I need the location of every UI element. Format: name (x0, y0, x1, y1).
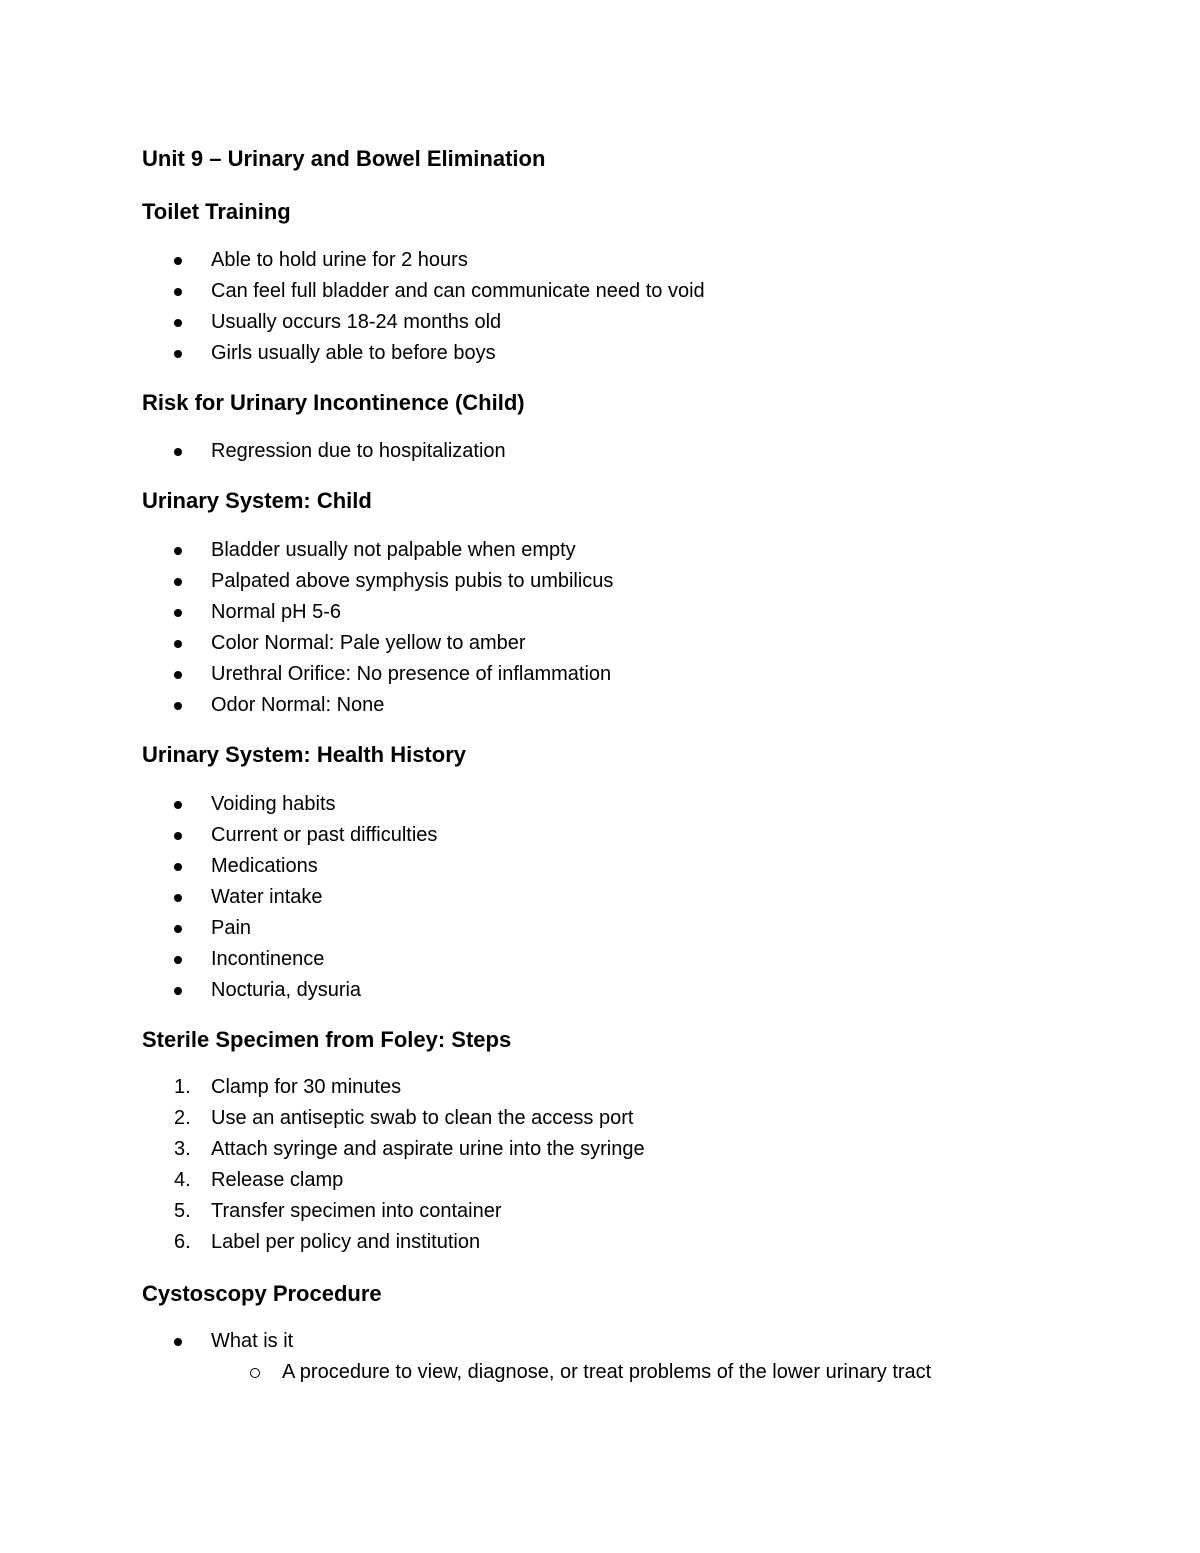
bullet-icon (174, 448, 182, 456)
list-item-text: Urethral Orifice: No presence of inflammation (211, 663, 612, 685)
bullet-icon (174, 640, 182, 648)
list-item-text: Transfer specimen into container (211, 1200, 502, 1222)
bullet-icon (174, 547, 182, 555)
list-item-text: Color Normal: Pale yellow to amber (211, 632, 526, 654)
list-item-text: Label per policy and institution (211, 1231, 481, 1253)
list-item-text: Odor Normal: None (211, 694, 385, 716)
list-item-text: Bladder usually not palpable when empty (211, 539, 576, 561)
hollow-circle-bullet-icon (250, 1368, 260, 1378)
list-item-text: Girls usually able to before boys (211, 342, 496, 364)
list-item-text: Attach syringe and aspirate urine into the syringe (211, 1138, 645, 1160)
section-heading-health-history: Urinary System: Health History (142, 742, 466, 767)
list-item-text: Able to hold urine for 2 hours (211, 249, 468, 271)
list-item-text: Use an antiseptic swab to clean the access port (211, 1107, 634, 1129)
section-heading-urinary-system-child: Urinary System: Child (142, 488, 372, 513)
bullet-icon (174, 801, 182, 809)
list-item-text: Incontinence (211, 948, 325, 970)
bullet-icon (174, 288, 182, 296)
bullet-icon (174, 319, 182, 327)
step-number: 6. (174, 1231, 191, 1253)
list-item-text: Normal pH 5-6 (211, 601, 342, 623)
bullet-icon (174, 956, 182, 964)
list-item-text: Release clamp (211, 1169, 344, 1191)
list-item-text: Voiding habits (211, 793, 336, 815)
bullet-icon (174, 925, 182, 933)
list-item-text: Pain (211, 917, 252, 939)
bullet-icon (174, 671, 182, 679)
step-number: 3. (174, 1138, 191, 1160)
step-number: 5. (174, 1200, 191, 1222)
section-heading-sterile-specimen-steps: Sterile Specimen from Foley: Steps (142, 1027, 512, 1052)
section-heading-cystoscopy-procedure: Cystoscopy Procedure (142, 1281, 382, 1306)
step-number: 1. (174, 1076, 191, 1098)
list-item-text: Water intake (211, 886, 323, 908)
section-heading-risk-urinary-incontinence: Risk for Urinary Incontinence (Child) (142, 390, 525, 415)
list-item-text: Can feel full bladder and can communicate need to void (211, 280, 705, 302)
bullet-icon (174, 987, 182, 995)
bullet-icon (174, 863, 182, 871)
section-heading-toilet-training: Toilet Training (142, 199, 291, 224)
list-item-text: Usually occurs 18-24 months old (211, 311, 502, 333)
list-item-text: Current or past difficulties (211, 824, 438, 846)
bullet-icon (174, 257, 182, 265)
bullet-icon (174, 609, 182, 617)
bullet-icon (174, 1338, 182, 1346)
list-item-text: What is it (211, 1330, 294, 1352)
step-number: 4. (174, 1169, 191, 1191)
document-title: Unit 9 – Urinary and Bowel Elimination (142, 146, 546, 171)
sub-list-item-text: A procedure to view, diagnose, or treat problems of the lower urinary tract (282, 1361, 932, 1383)
step-number: 2. (174, 1107, 191, 1129)
bullet-icon (174, 578, 182, 586)
list-item-text: Clamp for 30 minutes (211, 1076, 402, 1098)
list-item-text: Medications (211, 855, 318, 877)
bullet-icon (174, 832, 182, 840)
bullet-icon (174, 702, 182, 710)
bullet-icon (174, 350, 182, 358)
list-item-text: Nocturia, dysuria (211, 979, 362, 1001)
bullet-icon (174, 894, 182, 902)
list-item-text: Regression due to hospitalization (211, 440, 506, 462)
list-item-text: Palpated above symphysis pubis to umbilicus (211, 570, 614, 592)
